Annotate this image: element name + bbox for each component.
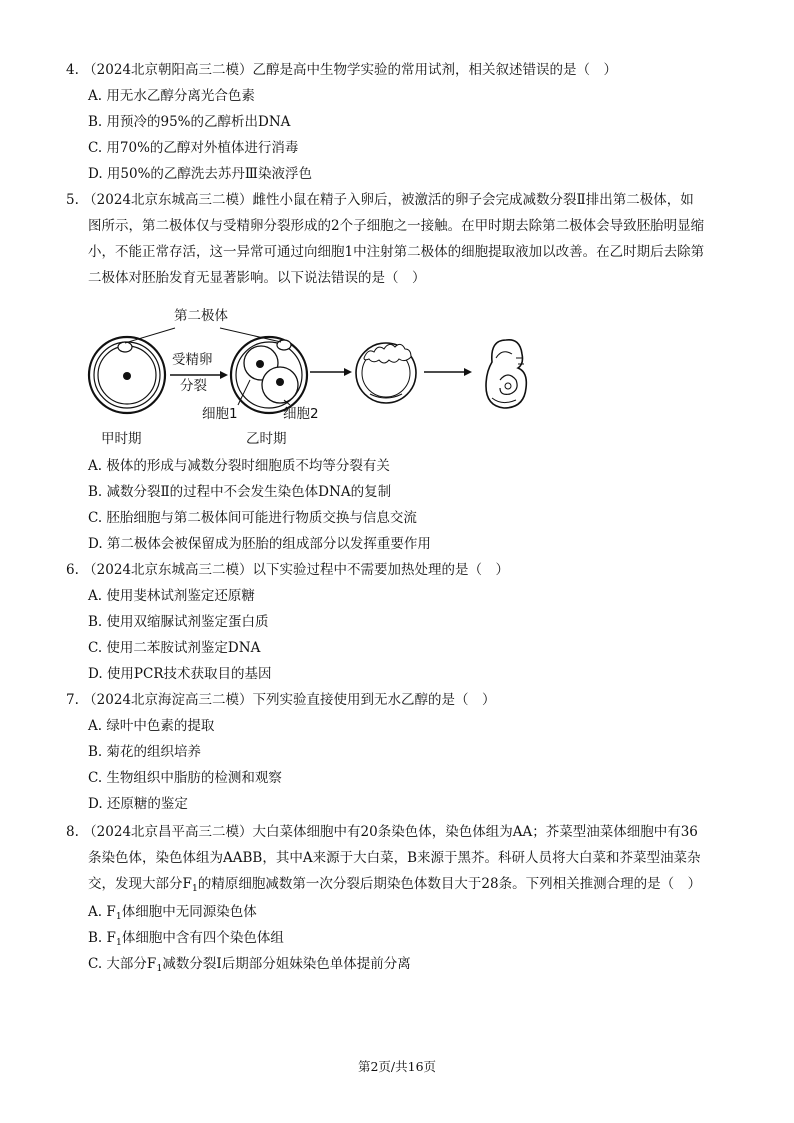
question-8-option-a xyxy=(88,902,257,924)
question-5-option-b: B. 减数分裂Ⅱ的过程中不会发生染色体DNA的复制 xyxy=(88,484,392,500)
question-6-option-b: B. 使用双缩脲试剂鉴定蛋白质 xyxy=(88,614,269,630)
subscript-1: 1 xyxy=(156,963,163,974)
question-7-option-b: B. 菊花的组织培养 xyxy=(88,744,202,760)
question-7-option-a: A. 绿叶中色素的提取 xyxy=(88,718,215,734)
question-4-option-a: A. 用无水乙醇分离光合色素 xyxy=(88,88,255,104)
question-6-option-c: C. 使用二苯胺试剂鉴定DNA xyxy=(88,640,261,656)
question-5-stem-line-4: 二极体对胚胎发育无显著影响。以下说法错误的是（ ） xyxy=(88,270,426,286)
question-4-option-c: C. 用70%的乙醇对外植体进行消毒 xyxy=(88,140,299,156)
question-4-stem: 4. （2024北京朝阳高三二模）乙醇是高中生物学实验的常用试剂，相关叙述错误的是（ ） xyxy=(66,62,618,78)
stage-b-embryo xyxy=(231,337,307,413)
embryo-development-figure xyxy=(80,302,640,452)
question-8-option-b-pre: B. F xyxy=(88,930,116,946)
label-division: 分裂 xyxy=(180,378,207,394)
subscript-1: 1 xyxy=(115,911,122,922)
question-8-option-c-post: 减数分裂Ⅰ后期部分姐妹染色单体提前分离 xyxy=(162,956,411,972)
question-8-stem-line-2: 条染色体，染色体组为AABB，其中A来源于大白菜，B来源于黑芥。科研人员将大白菜和芥菜型油菜杂 xyxy=(88,850,701,866)
question-5-stem-line-3: 小，不能正常存活，这一异常可通过向细胞1中注射第二极体的细胞提取液加以改善。在乙时期后去除第 xyxy=(88,244,705,260)
question-7-option-d: D. 还原糖的鉴定 xyxy=(88,796,188,812)
stage-a-cell xyxy=(89,337,165,413)
question-8-option-c xyxy=(88,954,411,976)
question-8-stem-line-3 xyxy=(88,874,701,896)
label-fertilized-egg: 受精卵 xyxy=(172,352,213,368)
subscript-1: 1 xyxy=(191,883,198,894)
question-8-option-c-pre: C. 大部分F xyxy=(88,956,157,972)
question-4-option-d: D. 用50%的乙醇洗去苏丹Ⅲ染液浮色 xyxy=(88,166,312,182)
question-7-stem: 7. （2024北京海淀高三二模）下列实验直接使用到无水乙醇的是（ ） xyxy=(66,692,496,708)
label-cell-2: 细胞2 xyxy=(283,406,319,422)
question-7-option-c: C. 生物组织中脂肪的检测和观察 xyxy=(88,770,282,786)
label-cell-1: 细胞1 xyxy=(202,406,238,422)
page-footer: 第2页/共16页 xyxy=(357,1059,437,1074)
question-8-stem-line-3-b: 的精原细胞减数第一次分裂后期染色体数目大于28条。下列相关推测合理的是（ ） xyxy=(197,876,702,892)
embryo xyxy=(486,340,526,408)
label-stage-b: 乙时期 xyxy=(246,431,287,447)
question-8-option-a-pre: A. F xyxy=(88,904,116,920)
question-6-stem: 6. （2024北京东城高三二模）以下实验过程中不需要加热处理的是（ ） xyxy=(66,562,510,578)
question-4-option-b: B. 用预冷的95%的乙醇析出DNA xyxy=(88,114,291,130)
question-8-stem-line-3-a: 交，发现大部分F xyxy=(88,876,192,892)
question-5-option-a: A. 极体的形成与减数分裂时细胞质不均等分裂有关 xyxy=(88,458,390,474)
question-8-option-a-post: 体细胞中无同源染色体 xyxy=(121,904,257,920)
question-5-option-d: D. 第二极体会被保留成为胚胎的组成部分以发挥重要作用 xyxy=(88,536,431,552)
question-5-option-c: C. 胚胎细胞与第二极体间可能进行物质交换与信息交流 xyxy=(88,510,417,526)
question-6-option-d: D. 使用PCR技术获取目的基因 xyxy=(88,666,272,682)
label-second-polar-body: 第二极体 xyxy=(174,308,228,324)
question-8-option-b xyxy=(88,928,284,950)
question-8-option-b-post: 体细胞中含有四个染色体组 xyxy=(121,930,284,946)
question-5-stem-line-2: 图所示，第二极体仅与受精卵分裂形成的2个子细胞之一接触。在甲时期去除第二极体会导致胚胎明显缩 xyxy=(88,218,705,234)
subscript-1: 1 xyxy=(115,937,122,948)
label-stage-a: 甲时期 xyxy=(101,431,142,447)
question-6-option-a: A. 使用斐林试剂鉴定还原糖 xyxy=(88,588,255,604)
blastocyst xyxy=(356,343,416,403)
question-8-stem-line-1: 8. （2024北京昌平高三二模）大白菜体细胞中有20条染色体，染色体组为AA；芥菜型油菜体细胞中有36 xyxy=(66,824,698,840)
question-5-stem-line-1: 5. （2024北京东城高三二模）雌性小鼠在精子入卵后，被激活的卵子会完成减数分裂Ⅱ排出第二极体，如 xyxy=(66,192,694,208)
